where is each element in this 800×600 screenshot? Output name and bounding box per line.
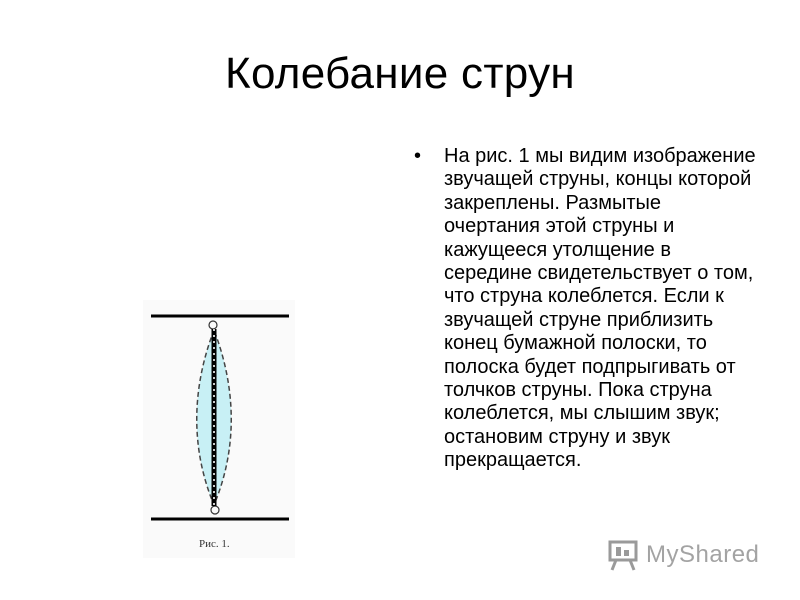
- watermark-logo: [606, 538, 766, 572]
- bullet-list: [412, 145, 762, 473]
- string-figure: [143, 300, 295, 558]
- slide-title: Колебание струн: [225, 49, 575, 98]
- figure-caption: Рис. 1.: [199, 538, 230, 550]
- bottom-knot-icon: [211, 506, 219, 514]
- bullet-item: [412, 145, 762, 473]
- top-knot-icon: [209, 321, 217, 329]
- bullet-text: На рис. 1 мы видим изображение звучащей струны, концы которой закреплены. Размытые очертания этой струны и кажущееся утолщение в середине свидетельствует о том, что струна колеблется. Если к звучащей струне приблизить конец бумажной полоски, то полоска будет подпрыгивать от толчков струны. Пока струна колеблется, мы слышим звук; остановим струну и звук прекращается.: [444, 145, 756, 472]
- presentation-board-icon: [606, 538, 642, 572]
- watermark-text: MyShared: [646, 541, 760, 568]
- vibrating-string-diagram: [143, 300, 295, 558]
- bullet-marker: •: [414, 145, 422, 167]
